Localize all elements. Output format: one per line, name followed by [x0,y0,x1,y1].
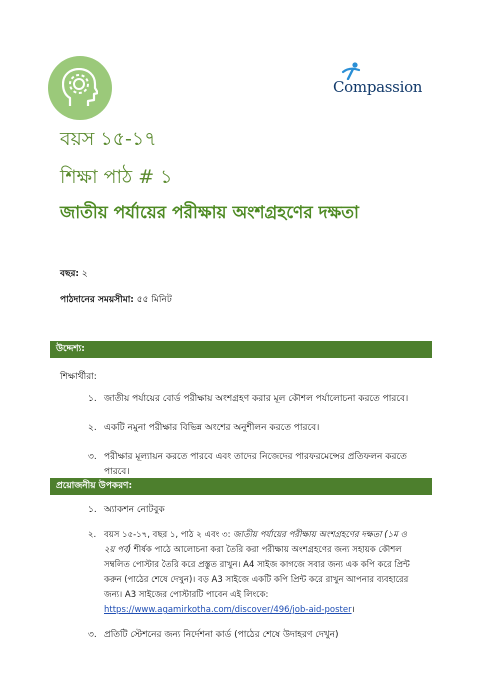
duration-line [60,292,172,307]
list-text-end: । [351,605,355,615]
list-number: ২. [88,530,97,540]
poster-link[interactable]: https://www.agamirkotha.com/discover/496/job-aid-poster [104,605,352,615]
list-item [88,449,433,479]
list-number: ২. [88,423,97,433]
list-number: ৩. [88,452,97,462]
list-text-pre: বয়স ১৫-১৭, বছর ১, পাঠ ২ এবং ৩: [104,530,234,540]
list-text: জাতীয় পর্যায়ের বোর্ড পরীক্ষায় অংশগ্রহণ করার মূল কৌশল পর্যালোচনা করতে পারবে। [104,394,409,404]
page-title: জাতীয় পর্যায়ের পরীক্ষায় অংশগ্রহণের দক্ষতা [60,203,359,223]
objectives-intro: শিক্ষার্থীরা: [60,372,97,382]
materials-list [88,503,418,643]
lesson-number: শিক্ষা পাঠ # ১ [60,166,173,188]
list-text: পরীক্ষার মূল্যায়ন করতে পারবে এবং তাদের নিজেদের পারফরমেন্সের প্রতিফলন করতে পারবে। [104,452,407,477]
list-item [88,628,418,643]
list-text-italic: জাতীয় পর্যায়ের পরীক্ষায় অংশগ্রহণের দক্ষতা (১ম ও ২য় পর্ব) [104,530,407,555]
list-number: ১. [88,505,97,515]
year-line [60,266,88,281]
duration-label: পাঠদানের সময়সীমা: [60,295,134,305]
duration-value: ৫৫ মিনিট [133,295,172,305]
list-item [88,528,418,618]
year-value: ২ [79,269,88,279]
list-text: প্রতিটি স্টেশনের জন্য নির্দেশনা কার্ড (পাঠের শেষে উদাহরণ দেখুন) [104,630,339,640]
age-range: বয়স ১৫-১৭ [60,128,157,150]
head-gear-icon [48,56,112,120]
list-item [88,420,433,435]
list-number: ১. [88,394,97,404]
list-text: একটি নমুনা পরীক্ষার বিভিন্ন অংশের অনুশীলন করতে পারবে। [104,423,320,433]
compassion-wordmark: Compassion [333,78,423,96]
list-text-post: শীর্ষক পাঠে আলোচনা করা তৈরি করা পরীক্ষায় অংশগ্রহণের জন্য সহায়ক কৌশল সম্বলিত পোস্টার তৈরি করে প্রস্তুত রাখুন। A4 সাইজ কাগজে সবার জন্য এক কপি করে প্রিন্ট করুন (পাঠের শেষে দেখুন)। বড় A3 সাইজে একটি কপি প্রিন্ট করে রাখুন আপনার ব্যবহারের জন্য। A3 সাইজের পোস্টারটি পাবেন এই লিংকে: [104,545,410,600]
year-label: বছর: [60,269,80,279]
list-number: ৩. [88,630,97,640]
compassion-logo [333,62,433,102]
objectives-heading: উদ্দেশ্য: [50,341,432,358]
materials-heading: প্রয়োজনীয় উপকরণ: [50,478,432,495]
list-item [88,391,433,406]
list-item [88,503,418,518]
objectives-list [88,391,433,479]
list-text: অ্যাকশন নোটবুক [104,505,165,515]
